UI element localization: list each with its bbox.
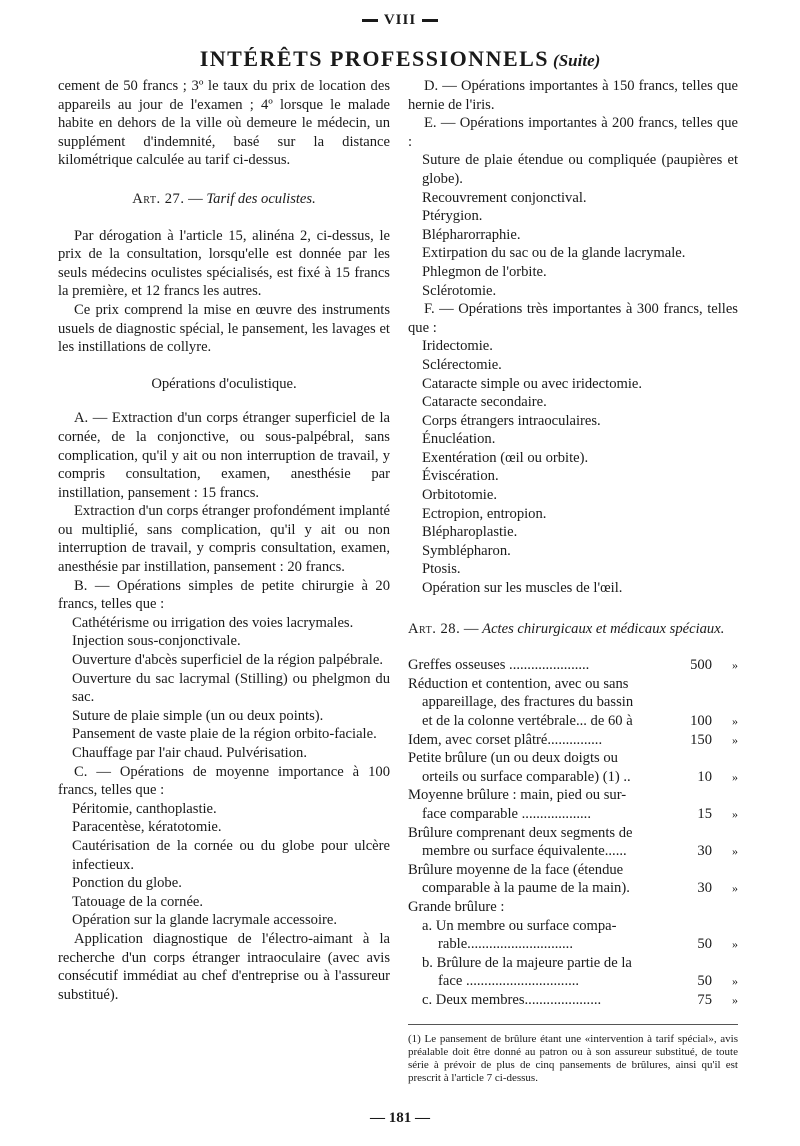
list-item: Énucléation. xyxy=(422,431,496,448)
operations-heading: Opérations d'oculistique. xyxy=(151,375,297,392)
tariff-value: 100 xyxy=(690,713,712,729)
tariff-row xyxy=(408,712,738,731)
list-item: Orbitotomie. xyxy=(422,487,497,504)
tariff-row xyxy=(408,805,738,824)
right-column xyxy=(408,77,738,1085)
list-item: Paracentèse, kératotomie. xyxy=(72,819,222,836)
section-title: INTÉRÊTS PROFESSIONNELS xyxy=(199,46,550,71)
section-e: E. — Opérations importantes à 200 francs, telles que : xyxy=(408,115,738,150)
list-item: Symblépharon. xyxy=(422,542,511,559)
section-suite: (Suite) xyxy=(553,51,601,70)
tariff-value: 150 xyxy=(690,731,712,748)
left-column xyxy=(58,77,390,1004)
tariff-label: Brûlure moyenne de la face (étendue xyxy=(408,861,624,878)
list-item: Éviscération. xyxy=(422,468,499,485)
tariff-label: membre ou surface équivalente...... xyxy=(422,843,627,860)
list-item: Ponction du globe. xyxy=(72,875,182,892)
tariff-row xyxy=(408,991,738,1010)
tariff-label: et de la colonne vertébrale... de 60 à xyxy=(422,713,633,729)
tariff-table xyxy=(408,656,738,1009)
list-item: Blépharoplastie. xyxy=(422,524,518,541)
list-item: Injection sous-conjonctivale. xyxy=(72,633,241,650)
tariff-row xyxy=(408,786,738,805)
list-item: Suture de plaie simple (un ou deux points). xyxy=(72,707,324,724)
tariff-unit: » xyxy=(732,881,738,896)
tariff-label: face comparable ................... xyxy=(422,805,591,822)
article-27-dash: — xyxy=(184,190,207,207)
article-28-dash: — xyxy=(460,620,483,637)
list-item: Ptosis. xyxy=(422,561,461,578)
tariff-label: Grande brûlure : xyxy=(408,898,505,915)
tariff-unit: » xyxy=(732,769,738,784)
list-item: Chauffage par l'air chaud. Pulvérisation. xyxy=(72,745,307,761)
list-item: Ptérygion. xyxy=(422,208,483,225)
article-27-title: Tarif des oculistes. xyxy=(206,190,316,207)
tariff-unit: » xyxy=(732,974,738,989)
list-item: Phlegmon de l'orbite. xyxy=(422,263,547,280)
list-item: Sclérotomie. xyxy=(422,282,497,299)
section-d: D. — Opérations importantes à 150 francs, telles que hernie de l'iris. xyxy=(408,78,738,113)
section-f: F. — Opérations très importantes à 300 francs, telles que : xyxy=(408,301,738,336)
tariff-value: 30 xyxy=(697,843,712,860)
tariff-unit: » xyxy=(732,806,738,821)
page-label: VIII xyxy=(0,12,800,29)
tariff-row xyxy=(408,954,738,973)
tariff-label: Petite brûlure (un ou deux doigts ou xyxy=(408,750,618,767)
tariff-unit: » xyxy=(732,714,738,728)
section-c: C. — Opérations de moyenne importance à 100 francs, telles que : xyxy=(58,763,390,799)
section-b: B. — Opérations simples de petite chirurgie à 20 francs, telles que : xyxy=(58,577,390,613)
section-a-extra: Extraction d'un corps étranger profondément implanté ou multiplié, sans complication, qu'il y ait ou non interruption de travail, y compris consultation, examen, anesthésie par instillation, pansement : 20 francs. xyxy=(58,503,390,576)
footnote-divider xyxy=(408,1024,738,1025)
list-item: Extirpation du sac ou de la glande lacrymale. xyxy=(422,245,686,262)
tariff-row xyxy=(408,861,738,880)
article-28-heading xyxy=(408,620,738,639)
tariff-unit: » xyxy=(732,844,738,859)
list-item: Cataracte simple ou avec iridectomie. xyxy=(422,375,643,392)
list-item: Sclérectomie. xyxy=(422,356,502,373)
page-number: — 181 — xyxy=(370,1110,430,1126)
footnote: (1) Le pansement de brûlure étant une «intervention à tarif spécial», avis préalable doit être donné au patron ou à son assureur substitué, de toute série à prévoir de plus de cinq pansements de brûlures, ainsi qu'il est prescrit à l'article 7 ci-dessus. xyxy=(408,1032,738,1085)
tariff-value: 10 xyxy=(697,768,712,785)
tariff-value: 50 xyxy=(697,973,712,990)
tariff-row xyxy=(408,824,738,843)
article-27-number: Art. 27. xyxy=(132,190,185,207)
article-28-title: Actes chirurgicaux et médicaux spéciaux. xyxy=(482,620,725,637)
tariff-unit: » xyxy=(732,732,738,747)
tariff-label: Brûlure comprenant deux segments de xyxy=(408,824,633,841)
list-item: Ouverture d'abcès superficiel de la région palpébrale. xyxy=(72,652,383,669)
tariff-label: c. Deux membres..................... xyxy=(422,991,602,1008)
list-item: Suture de plaie étendue ou compliquée (paupières et globe). xyxy=(422,152,738,187)
tariff-unit: » xyxy=(732,658,738,673)
tariff-row xyxy=(408,917,738,936)
section-a: A. — Extraction d'un corps étranger superficiel de la cornée, de la conjonctive, ou sous-palpébral, sans complication, qu'il y ait ou non interruption de travail, y compris consultation, examen, anesthésie par instillation, pansement : 15 francs. xyxy=(58,410,390,501)
paragraph: Ce prix comprend la mise en œuvre des instruments usuels de diagnostic spécial, le pansement, les lavages et les instillations de collyre. xyxy=(58,301,390,356)
tariff-value: 75 xyxy=(697,991,712,1008)
list-item: Opération sur la glande lacrymale accessoire. xyxy=(72,912,337,929)
tariff-label: Greffes osseuses ...................... xyxy=(408,657,590,674)
tariff-row xyxy=(408,935,738,954)
list-item: Opération sur les muscles de l'œil. xyxy=(422,580,623,597)
list-item: Exentération (œil ou orbite). xyxy=(422,449,589,466)
tariff-label: Réduction et contention, avec ou sans xyxy=(408,675,629,692)
tariff-label: a. Un membre ou surface compa- xyxy=(422,917,617,934)
tariff-row xyxy=(408,768,738,787)
tariff-unit: » xyxy=(732,937,738,952)
tariff-value: 50 xyxy=(697,936,712,953)
list-item: Iridectomie. xyxy=(422,338,493,355)
article-28-number: Art. 28. xyxy=(408,620,461,637)
list-item: Blépharorraphie. xyxy=(422,226,521,243)
tariff-value: 15 xyxy=(697,805,712,822)
tariff-label: face ............................... xyxy=(438,973,580,990)
list-item: Ouverture du sac lacrymal (Stilling) ou phelgmon du sac. xyxy=(72,670,390,706)
tariff-row xyxy=(408,898,738,917)
tariff-label: b. Brûlure de la majeure partie de la xyxy=(422,954,632,971)
tariff-value: 500 xyxy=(690,657,712,674)
tariff-label: comparable à la paume de la main). xyxy=(422,880,630,897)
article-27-heading xyxy=(58,190,390,209)
tariff-label: orteils ou surface comparable) (1) .. xyxy=(422,768,631,785)
tariff-row xyxy=(408,656,738,675)
list-item: Cataracte secondaire. xyxy=(422,394,547,411)
tariff-label: rable............................. xyxy=(438,936,573,953)
tariff-row xyxy=(408,879,738,898)
tariff-label: Moyenne brûlure : main, pied ou sur- xyxy=(408,787,627,804)
list-item: Pansement de vaste plaie de la région orbito-faciale. xyxy=(72,726,377,743)
list-item: Péritomie, canthoplastie. xyxy=(72,800,217,817)
tariff-row xyxy=(408,972,738,991)
tariff-row xyxy=(408,749,738,768)
list-item: Ectropion, entropion. xyxy=(422,505,547,522)
list-item: Corps étrangers intraoculaires. xyxy=(422,412,601,429)
list-item: Recouvrement conjonctival. xyxy=(422,189,587,206)
tariff-row xyxy=(408,731,738,750)
tariff-row xyxy=(408,842,738,861)
list-item: Cathétérisme ou irrigation des voies lacrymales. xyxy=(72,614,354,631)
closing-paragraph: Application diagnostique de l'électro-aimant à la recherche d'un corps étranger intraoculaire (avec avis consécutif immédiat au chef d'entreprise ou à l'assureur substitué). xyxy=(58,930,390,1003)
list-item: Tatouage de la cornée. xyxy=(72,893,204,910)
tariff-row xyxy=(408,693,738,712)
tariff-label: appareillage, des fractures du bassin xyxy=(422,694,634,711)
tariff-unit: » xyxy=(732,992,738,1007)
tariff-row xyxy=(408,675,738,694)
tariff-value: 30 xyxy=(697,880,712,897)
list-item: Cautérisation de la cornée ou du globe pour ulcère infectieux. xyxy=(72,837,390,873)
section-header xyxy=(0,46,800,72)
continued-paragraph: cement de 50 francs ; 3º le taux du prix de location des appareils au jour de l'examen ; 4º lorsque le malade habite en dehors de la ville où demeure le médecin, un supplément d'indemnité, basé sur la distance kilométrique calculée au tarif ci-dessus. xyxy=(58,78,390,169)
tariff-label: Idem, avec corset plâtré............... xyxy=(408,731,603,748)
paragraph: Par dérogation à l'article 15, alinéna 2, ci-dessus, le prix de la consultation, lorsqu'elle est donnée par les seuls médecins oculistes spécialisés, est fixé à 15 francs la première, et 12 francs les autres. xyxy=(58,227,390,300)
